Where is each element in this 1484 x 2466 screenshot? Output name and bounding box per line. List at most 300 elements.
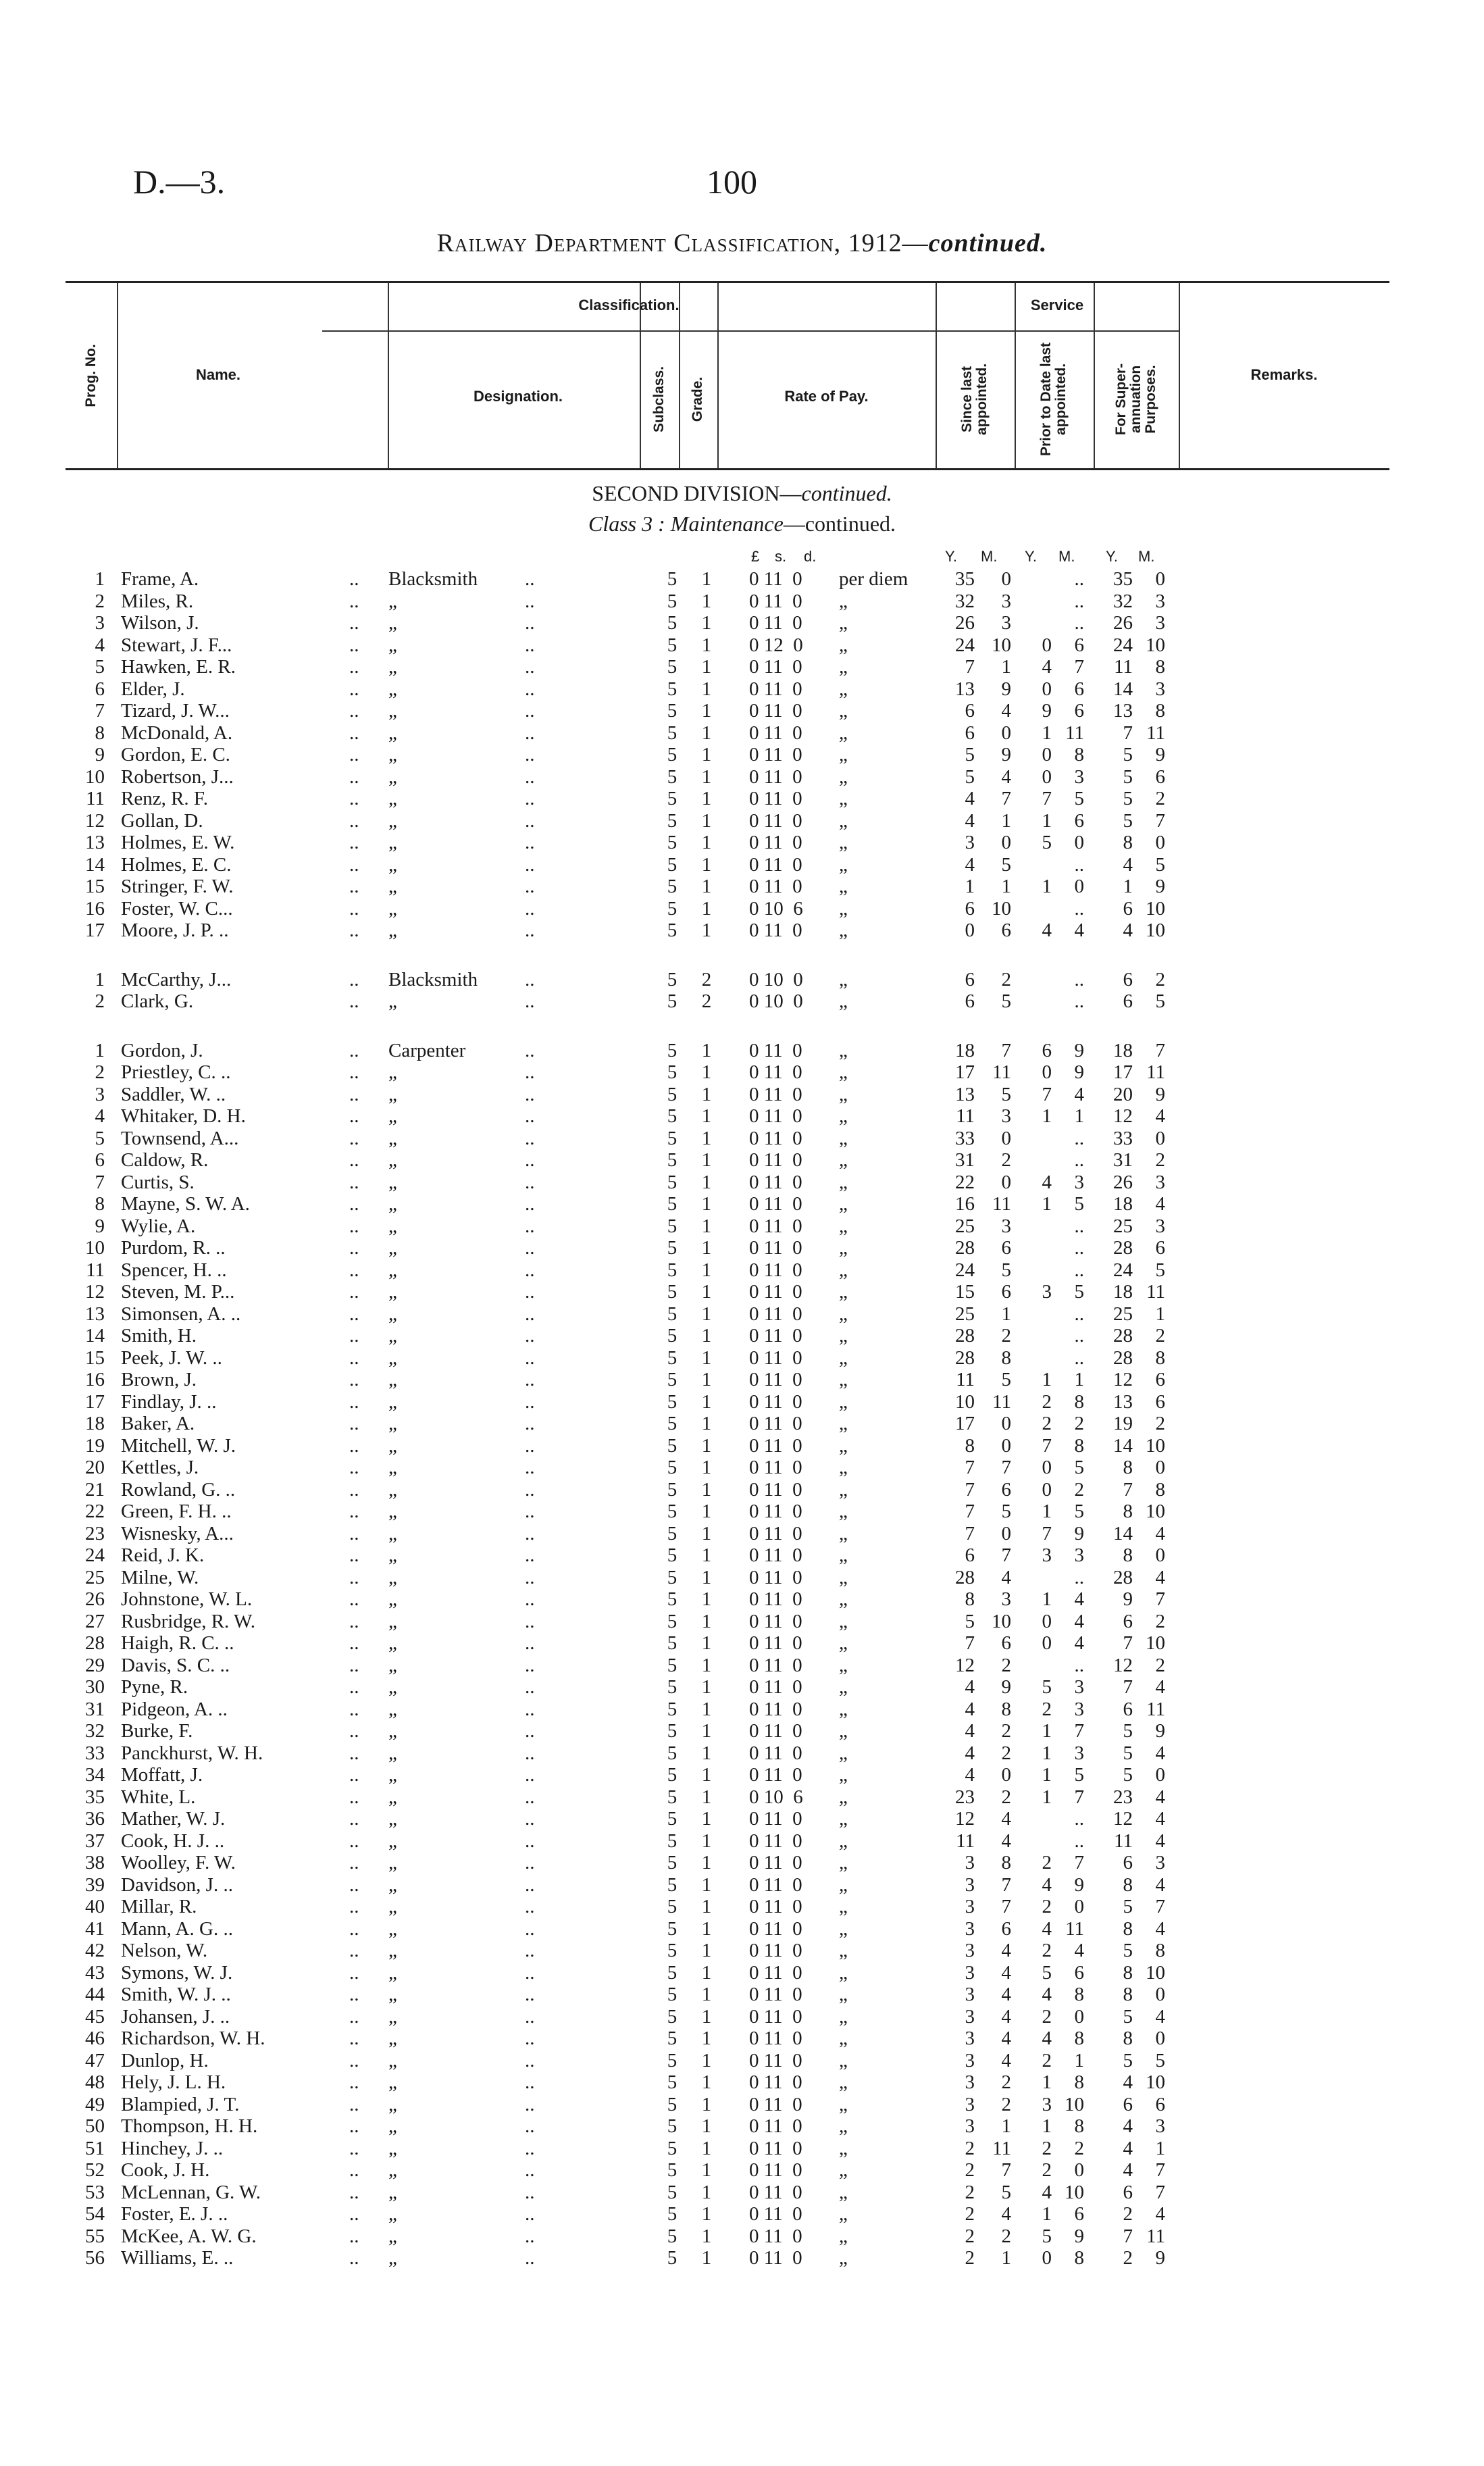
cell-subclass: 5 (667, 678, 677, 700)
cell-pay-unit: „ (839, 788, 848, 809)
cell-super-months: 4 (1155, 2005, 1165, 2028)
leader-dots: .. (349, 853, 359, 876)
cell-pay-unit: „ (839, 1347, 848, 1369)
cell-since-years: 3 (965, 1873, 975, 1896)
cell-super-months: 8 (1155, 700, 1165, 722)
cell-grade: 1 (701, 897, 712, 920)
cell-super-years: 14 (1113, 678, 1133, 700)
cell-subclass: 5 (667, 1457, 677, 1478)
cell-since-years: 5 (965, 765, 975, 788)
cell-grade: 1 (701, 1193, 712, 1215)
leader-dots: .. (349, 1457, 359, 1478)
cell-prior-years: 1 (1042, 809, 1052, 832)
cell-subclass: 5 (667, 722, 677, 744)
cell-name: Cook, J. H. (121, 2159, 210, 2181)
cell-prior-years: 6 (1042, 1039, 1052, 1061)
cell-prior-years: 1 (1042, 2071, 1052, 2093)
cell-prior-months: .. (1074, 1325, 1084, 1347)
leader-dots: .. (525, 1852, 535, 1873)
cell-subclass: 5 (667, 1698, 677, 1720)
cell-prog-no: 39 (85, 1873, 105, 1896)
cell-prior-months: .. (1074, 1259, 1084, 1281)
cell-subclass: 5 (667, 765, 677, 788)
cell-since-years: 22 (955, 1171, 975, 1193)
cell-prior-years: 2 (1042, 1413, 1052, 1434)
cell-rate-of-pay: 0 11 0 (749, 1610, 802, 1632)
leader-dots: .. (349, 1610, 359, 1632)
cell-since-years: 24 (955, 1259, 975, 1281)
cell-super-years: 12 (1113, 1654, 1133, 1676)
cell-prior-months: 6 (1074, 678, 1084, 700)
cell-prior-years: 2 (1042, 1698, 1052, 1720)
cell-designation: „ (388, 897, 397, 920)
leader-dots: .. (349, 788, 359, 809)
cell-subclass: 5 (667, 1325, 677, 1347)
cell-subclass: 5 (667, 968, 677, 990)
cell-prog-no: 17 (85, 1390, 105, 1413)
cell-super-years: 26 (1113, 1171, 1133, 1193)
leader-dots: .. (525, 1171, 535, 1193)
cell-since-months: 5 (1001, 1083, 1011, 1105)
cell-prior-years: 4 (1042, 920, 1052, 941)
header-classification: Classification. (578, 297, 680, 313)
cell-name: Kettles, J. (121, 1457, 199, 1478)
cell-since-months: 11 (992, 1193, 1011, 1215)
cell-name: Milne, W. (121, 1566, 199, 1588)
cell-grade: 1 (701, 2005, 712, 2028)
cell-super-months: 5 (1155, 990, 1165, 1012)
cell-since-months: 9 (1001, 678, 1011, 700)
cell-prior-years: 1 (1042, 2203, 1052, 2225)
cell-since-months: 11 (992, 1390, 1011, 1413)
cell-since-years: 28 (955, 1325, 975, 1347)
cell-pay-unit: „ (839, 1742, 848, 1764)
leader-dots: .. (349, 1105, 359, 1127)
cell-grade: 1 (701, 1830, 712, 1852)
table-row (66, 1325, 1389, 1347)
cell-prog-no: 12 (85, 1281, 105, 1303)
cell-designation: „ (388, 1917, 397, 1940)
cell-since-months: 8 (1001, 1347, 1011, 1369)
cell-prog-no: 51 (85, 2137, 105, 2159)
cell-prog-no: 5 (95, 1127, 105, 1149)
cell-name: Mann, A. G. .. (121, 1917, 233, 1940)
leader-dots: .. (349, 2071, 359, 2093)
table-row (66, 1369, 1389, 1390)
cell-pay-unit: „ (839, 1764, 848, 1786)
table-row (66, 832, 1389, 853)
table-row (66, 2050, 1389, 2071)
cell-grade: 1 (701, 2203, 712, 2225)
cell-pay-unit: „ (839, 1434, 848, 1457)
cell-since-months: 4 (1001, 1940, 1011, 1961)
cell-name: Haigh, R. C. .. (121, 1632, 234, 1654)
cell-prior-months: .. (1074, 1808, 1084, 1830)
cell-rate-of-pay: 0 11 0 (749, 1676, 802, 1698)
cell-prior-years: 2 (1042, 2159, 1052, 2181)
cell-designation: „ (388, 1698, 397, 1720)
cell-pay-unit: „ (839, 832, 848, 853)
cell-since-years: 13 (955, 678, 975, 700)
cell-prior-years: 2 (1042, 1390, 1052, 1413)
cell-designation: „ (388, 1830, 397, 1852)
cell-prior-years: 0 (1042, 678, 1052, 700)
cell-prior-months: 4 (1074, 1083, 1084, 1105)
table-row (66, 969, 1389, 990)
cell-prior-months: 6 (1074, 809, 1084, 832)
cell-grade: 1 (701, 1698, 712, 1720)
cell-designation: „ (388, 1193, 397, 1215)
cell-since-years: 31 (955, 1149, 975, 1171)
leader-dots: .. (525, 590, 535, 612)
cell-subclass: 5 (667, 897, 677, 920)
cell-name: Stringer, F. W. (121, 876, 234, 897)
cell-prior-years: 1 (1042, 1369, 1052, 1390)
cell-grade: 1 (701, 1522, 712, 1544)
cell-super-years: 8 (1123, 1501, 1133, 1522)
cell-since-months: 10 (992, 897, 1011, 920)
cell-since-years: 3 (965, 832, 975, 853)
cell-since-years: 3 (965, 1940, 975, 1961)
cell-subclass: 5 (667, 1786, 677, 1808)
cell-super-months: 6 (1155, 765, 1165, 788)
cell-designation: „ (388, 2181, 397, 2203)
cell-since-months: 8 (1001, 1852, 1011, 1873)
cell-prog-no: 26 (85, 1588, 105, 1610)
table-row (66, 898, 1389, 920)
cell-grade: 1 (701, 1917, 712, 1940)
cell-rate-of-pay: 0 11 0 (749, 1566, 802, 1588)
leader-dots: .. (525, 2005, 535, 2028)
leader-dots: .. (349, 920, 359, 941)
leader-dots: .. (525, 1434, 535, 1457)
cell-since-years: 3 (965, 2028, 975, 2049)
cell-name: Wisnesky, A... (121, 1522, 234, 1544)
cell-super-years: 14 (1113, 1434, 1133, 1457)
cell-rate-of-pay: 0 11 0 (749, 1457, 802, 1478)
cell-super-years: 2 (1123, 2203, 1133, 2225)
cell-name: Baker, A. (121, 1413, 195, 1434)
cell-pay-unit: „ (839, 1457, 848, 1478)
cell-subclass: 5 (667, 1566, 677, 1588)
cell-rate-of-pay: 0 11 0 (749, 1852, 802, 1873)
cell-designation: „ (388, 744, 397, 765)
cell-subclass: 5 (667, 2071, 677, 2093)
table-row (66, 810, 1389, 832)
cell-prior-years: 0 (1042, 2247, 1052, 2269)
cell-prior-months: 9 (1074, 2225, 1084, 2247)
cell-super-years: 24 (1113, 634, 1133, 656)
cell-prior-years: 7 (1042, 1522, 1052, 1544)
table-row (66, 1215, 1389, 1237)
cell-name: Thompson, H. H. (121, 2115, 258, 2137)
cell-subclass: 5 (667, 2115, 677, 2137)
cell-prior-years: 0 (1042, 1457, 1052, 1478)
cell-name: Elder, J. (121, 678, 185, 700)
cell-since-months: 5 (1001, 990, 1011, 1012)
leader-dots: .. (525, 1610, 535, 1632)
leader-dots: .. (525, 788, 535, 809)
cell-grade: 1 (701, 1457, 712, 1478)
cell-rate-of-pay: 0 11 0 (749, 2049, 802, 2071)
cell-prior-months: 0 (1074, 1896, 1084, 1917)
cell-name: Stewart, J. F... (121, 634, 232, 656)
cell-since-years: 7 (965, 1501, 975, 1522)
cell-since-years: 6 (965, 968, 975, 990)
cell-super-months: 1 (1155, 1303, 1165, 1325)
header-service: Service (1030, 297, 1084, 313)
table-row (66, 634, 1389, 656)
cell-rate-of-pay: 0 11 0 (749, 2203, 802, 2225)
cell-subclass: 5 (667, 1061, 677, 1083)
cell-grade: 1 (701, 1742, 712, 1764)
cell-super-years: 12 (1113, 1105, 1133, 1127)
cell-since-years: 8 (965, 1588, 975, 1610)
leader-dots: .. (349, 1654, 359, 1676)
cell-super-months: 10 (1146, 1961, 1165, 1984)
cell-super-years: 8 (1123, 1457, 1133, 1478)
leader-dots: .. (349, 1281, 359, 1303)
cell-designation: „ (388, 1852, 397, 1873)
cell-prog-no: 48 (85, 2071, 105, 2093)
cell-pay-unit: „ (839, 1083, 848, 1105)
table-row (66, 1303, 1389, 1325)
cell-since-months: 2 (1001, 2093, 1011, 2115)
cell-grade: 1 (701, 1501, 712, 1522)
cell-rate-of-pay: 0 10 0 (749, 968, 803, 990)
cell-name: Hinchey, J. .. (121, 2137, 224, 2159)
cell-prog-no: 9 (95, 744, 105, 765)
cell-subclass: 5 (667, 634, 677, 656)
table-row (66, 1698, 1389, 1720)
cell-subclass: 5 (667, 1940, 677, 1961)
cell-super-months: 10 (1146, 897, 1165, 920)
cell-super-months: 3 (1155, 1215, 1165, 1237)
cell-grade: 1 (701, 1852, 712, 1873)
cell-super-months: 3 (1155, 1852, 1165, 1873)
cell-prior-months: 2 (1074, 2137, 1084, 2159)
cell-pay-unit: „ (839, 1149, 848, 1171)
leader-dots: .. (349, 1873, 359, 1896)
cell-pay-unit: „ (839, 1039, 848, 1061)
cell-rate-of-pay: 0 11 0 (749, 1764, 802, 1786)
cell-designation: „ (388, 1610, 397, 1632)
table-row (66, 2071, 1389, 2093)
cell-name: Pidgeon, A. .. (121, 1698, 228, 1720)
unit-shillings: s. (775, 548, 787, 565)
cell-rate-of-pay: 0 11 0 (749, 1830, 802, 1852)
cell-since-years: 4 (965, 1764, 975, 1786)
leader-dots: .. (525, 1808, 535, 1830)
cell-name: Cook, H. J. .. (121, 1830, 225, 1852)
table-row (66, 1632, 1389, 1654)
cell-prior-years: 0 (1042, 1061, 1052, 1083)
cell-prog-no: 1 (95, 568, 105, 590)
table-row (66, 788, 1389, 809)
cell-name: Brown, J. (121, 1369, 197, 1390)
cell-super-months: 8 (1155, 1478, 1165, 1501)
cell-subclass: 5 (667, 1522, 677, 1544)
cell-designation: „ (388, 1061, 397, 1083)
cell-subclass: 5 (667, 2225, 677, 2247)
cell-since-months: 10 (992, 1610, 1011, 1632)
cell-rate-of-pay: 0 11 0 (749, 2071, 802, 2093)
cell-super-years: 18 (1113, 1039, 1133, 1061)
cell-designation: „ (388, 765, 397, 788)
cell-rate-of-pay: 0 11 0 (749, 1083, 802, 1105)
leader-dots: .. (349, 1413, 359, 1434)
cell-since-months: 7 (1001, 1896, 1011, 1917)
cell-super-months: 2 (1155, 1149, 1165, 1171)
cell-prior-years: 3 (1042, 1544, 1052, 1566)
cell-super-years: 28 (1113, 1237, 1133, 1259)
cell-rate-of-pay: 0 10 6 (749, 1786, 803, 1808)
cell-since-months: 1 (1001, 656, 1011, 678)
table-row (66, 2247, 1389, 2269)
cell-super-years: 28 (1113, 1566, 1133, 1588)
cell-prior-months: 8 (1074, 2247, 1084, 2269)
cell-pay-unit: „ (839, 809, 848, 832)
cell-super-years: 8 (1123, 1961, 1133, 1984)
cell-prog-no: 17 (85, 920, 105, 941)
cell-name: Blampied, J. T. (121, 2093, 240, 2115)
cell-rate-of-pay: 0 11 0 (749, 876, 802, 897)
cell-prior-months: 10 (1065, 2093, 1084, 2115)
cell-pay-unit: „ (839, 2115, 848, 2137)
cell-designation: „ (388, 1149, 397, 1171)
cell-since-months: 7 (1001, 2159, 1011, 2181)
cell-super-months: 2 (1155, 1654, 1165, 1676)
cell-super-years: 28 (1113, 1347, 1133, 1369)
cell-prog-no: 47 (85, 2049, 105, 2071)
table-row (66, 1544, 1389, 1566)
cell-name: Symons, W. J. (121, 1961, 233, 1984)
cell-rate-of-pay: 0 11 0 (749, 1654, 802, 1676)
cell-grade: 1 (701, 612, 712, 634)
cell-super-months: 1 (1155, 2137, 1165, 2159)
cell-grade: 1 (701, 2093, 712, 2115)
cell-prior-months: 3 (1074, 1544, 1084, 1566)
table-row (66, 1655, 1389, 1676)
cell-since-years: 2 (965, 2203, 975, 2225)
cell-prior-months: .. (1074, 1127, 1084, 1149)
cell-since-months: 1 (1001, 876, 1011, 897)
unit-months: M. (981, 548, 998, 565)
cell-since-years: 7 (965, 1522, 975, 1544)
cell-since-years: 33 (955, 1127, 975, 1149)
cell-pay-unit: „ (839, 2203, 848, 2225)
cell-subclass: 5 (667, 1984, 677, 2005)
cell-prior-years: 3 (1042, 1281, 1052, 1303)
leader-dots: .. (525, 1764, 535, 1786)
cell-prior-months: 6 (1074, 700, 1084, 722)
table-row (66, 1105, 1389, 1127)
cell-prior-years: 1 (1042, 1193, 1052, 1215)
cell-designation: Carpenter (388, 1039, 466, 1061)
cell-prior-months: 3 (1074, 1742, 1084, 1764)
cell-prog-no: 23 (85, 1522, 105, 1544)
cell-name: Foster, E. J. .. (121, 2203, 228, 2225)
cell-name: Whitaker, D. H. (121, 1105, 246, 1127)
cell-prog-no: 20 (85, 1457, 105, 1478)
cell-since-months: 1 (1001, 809, 1011, 832)
cell-pay-unit: „ (839, 1259, 848, 1281)
cell-grade: 1 (701, 590, 712, 612)
cell-prog-no: 11 (86, 788, 105, 809)
leader-dots: .. (349, 2005, 359, 2028)
cell-grade: 2 (701, 990, 712, 1012)
cell-subclass: 5 (667, 1588, 677, 1610)
cell-grade: 1 (701, 788, 712, 809)
cell-grade: 1 (701, 876, 712, 897)
table-row (66, 1084, 1389, 1105)
leader-dots: .. (349, 1325, 359, 1347)
cell-prog-no: 29 (85, 1654, 105, 1676)
cell-name: McKee, A. W. G. (121, 2225, 257, 2247)
cell-designation: „ (388, 1303, 397, 1325)
leader-dots: .. (525, 765, 535, 788)
cell-grade: 1 (701, 722, 712, 744)
cell-rate-of-pay: 0 11 0 (749, 1193, 802, 1215)
leader-dots: .. (349, 2225, 359, 2247)
leader-dots: .. (349, 1501, 359, 1522)
cell-prior-years: 5 (1042, 2225, 1052, 2247)
cell-grade: 1 (701, 1676, 712, 1698)
cell-super-years: 1 (1123, 876, 1133, 897)
cell-since-months: 3 (1001, 1105, 1011, 1127)
leader-dots: .. (349, 678, 359, 700)
cell-grade: 1 (701, 1720, 712, 1742)
class-continued: —continued. (783, 511, 896, 536)
cell-designation: Blacksmith (388, 568, 478, 590)
cell-prog-no: 4 (95, 1105, 105, 1127)
cell-rate-of-pay: 0 11 0 (749, 568, 802, 590)
cell-prog-no: 8 (95, 722, 105, 744)
cell-prior-months: 9 (1074, 1522, 1084, 1544)
cell-rate-of-pay: 0 11 0 (749, 1720, 802, 1742)
cell-name: Dunlop, H. (121, 2049, 209, 2071)
cell-prog-no: 38 (85, 1852, 105, 1873)
leader-dots: .. (525, 1917, 535, 1940)
cell-super-months: 4 (1155, 1105, 1165, 1127)
cell-designation: „ (388, 1390, 397, 1413)
cell-prog-no: 16 (85, 897, 105, 920)
table-row (66, 1523, 1389, 1544)
leader-dots: .. (525, 1457, 535, 1478)
leader-dots: .. (525, 897, 535, 920)
cell-prog-no: 11 (86, 1259, 105, 1281)
cell-rate-of-pay: 0 11 0 (749, 1390, 802, 1413)
cell-since-months: 1 (1001, 1303, 1011, 1325)
leader-dots: .. (525, 2225, 535, 2247)
cell-grade: 1 (701, 744, 712, 765)
cell-since-months: 0 (1001, 832, 1011, 853)
cell-prior-months: 2 (1074, 1413, 1084, 1434)
cell-grade: 1 (701, 1303, 712, 1325)
cell-super-years: 25 (1113, 1215, 1133, 1237)
cell-since-years: 3 (965, 1896, 975, 1917)
cell-designation: „ (388, 920, 397, 941)
cell-name: Mayne, S. W. A. (121, 1193, 250, 1215)
cell-since-years: 7 (965, 1478, 975, 1501)
cell-since-months: 4 (1001, 1566, 1011, 1588)
cell-designation: „ (388, 1369, 397, 1390)
cell-grade: 1 (701, 2181, 712, 2203)
cell-prog-no: 27 (85, 1610, 105, 1632)
cell-rate-of-pay: 0 10 0 (749, 990, 803, 1012)
leader-dots: .. (349, 1698, 359, 1720)
cell-prog-no: 40 (85, 1896, 105, 1917)
